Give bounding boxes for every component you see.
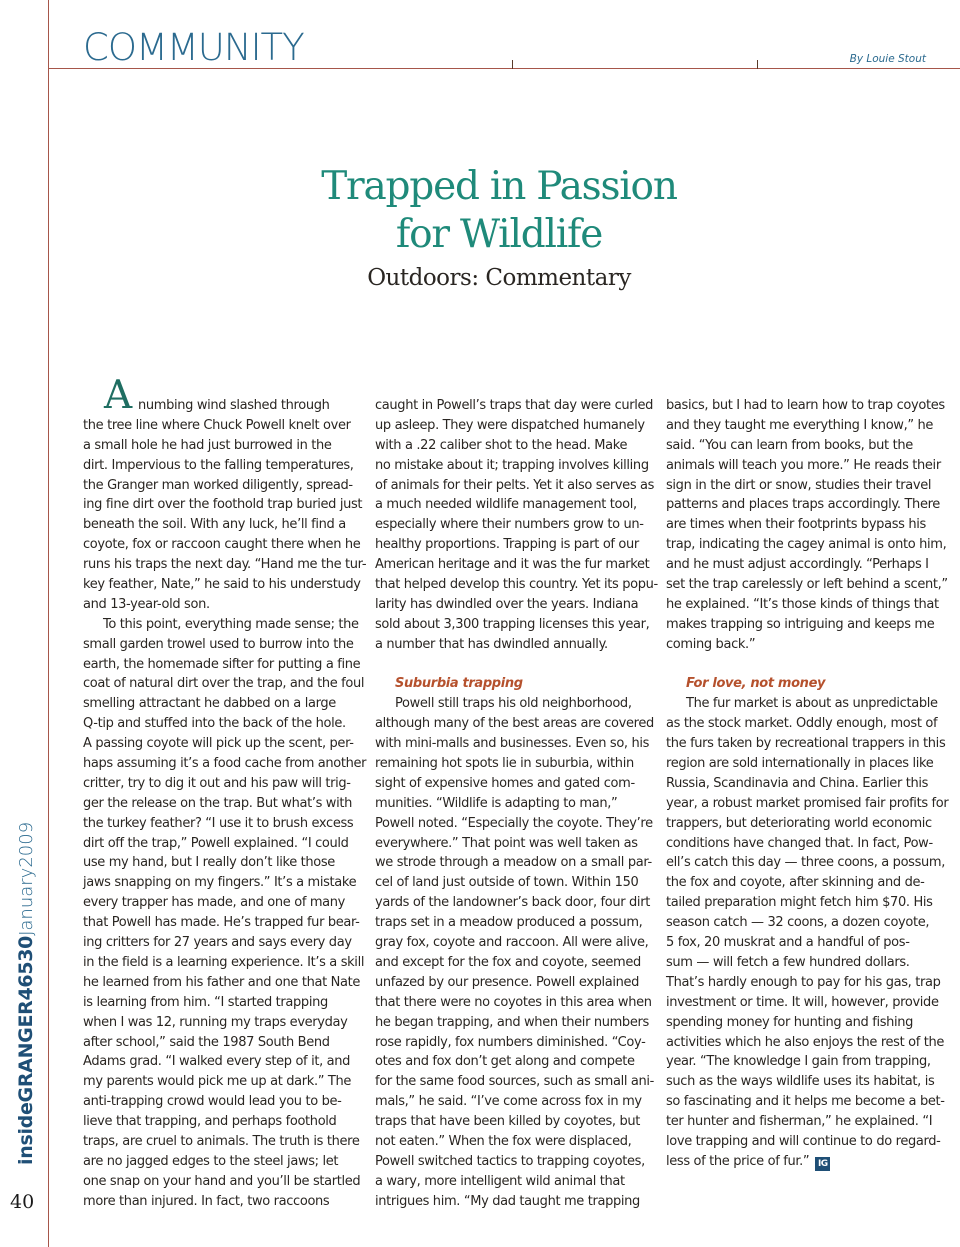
text-line: traps set in a meadow produced a possum, [375,915,643,931]
article-subtitle: Outdoors: Commentary [367,265,631,291]
end-mark-logo: IG [815,1157,830,1171]
text-line: we strode through a meadow on a small par- [375,855,652,871]
text-line: key feather, Nate,” he said to his understudy [83,577,361,593]
text-line: a wary, more intelligent wild animal that [375,1173,625,1189]
text-line: healthy proportions. Trapping is part of our [375,537,639,553]
text-line: that there were no coyotes in this area when [375,994,652,1010]
text-line: sum — will fetch a few hundred dollars. [666,954,910,970]
text-line: ell’s catch this day — three coons, a possum, [666,855,946,871]
text-line: with a .22 caliber shot to the head. Make [375,437,628,453]
text-line: traps that have been killed by coyotes, but [375,1114,640,1130]
text-line: Powell noted. “Especially the coyote. They’re [375,815,653,831]
text-line: my parents would pick me up at dark.” The [83,1074,352,1090]
text-line: cel of land just outside of town. Within 150 [375,875,639,891]
text-line: the Granger man worked diligently, spread- [83,477,353,493]
text-line: That’s hardly enough to pay for his gas, trap [666,974,941,990]
text-line: otes and fox don’t get along and compete [375,1054,635,1070]
text-line: ing critters for 27 years and says every day [83,935,352,951]
text-line: jaws snapping on my fingers.” It’s a mistake [83,875,357,891]
text-line: and 13-year-old son. [83,596,210,612]
text-line: Russia, Scandinavia and China. Earlier this [666,775,929,791]
text-line: Q-tip and stuffed into the back of the hole. [83,716,346,732]
text-line: trap, indicating the cagey animal is onto him, [666,537,947,553]
text-line: coyote, fox or raccoon caught there when he [83,537,361,553]
text-line: that Powell has made. He’s trapped fur bear- [83,915,360,931]
text-line: activities which he also enjoys the rest of the [666,1034,945,1050]
text-line: everywhere.” That point was well taken as [375,835,638,851]
text-line: the fox and coyote, after skinning and de- [666,875,925,891]
article-title-line: Trapped in Passion [321,164,677,209]
text-line: he began trapping, and when their numbers [375,1014,649,1030]
text-line: of animals for their pelts. Yet it also serves as [375,477,655,493]
page-number: 40 [10,1191,35,1213]
paragraph-gap [666,655,938,675]
section-title: COMMUNITY [83,26,304,69]
text-line: munities. “Wildlife is adapting to man,” [375,795,618,811]
text-line: trappers, but deteriorating world economic [666,815,932,831]
text-line: the furs taken by recreational trappers in this [666,736,946,752]
text-line: small garden trowel used to burrow into the [83,636,354,652]
magazine-name: insideGRANGER46530 [15,935,37,1165]
text-line: although many of the best areas are covered [375,716,654,732]
text-line: is learning from him. “I started trapping [83,994,328,1010]
text-line: and except for the fox and coyote, seemed [375,954,641,970]
text-line: not eaten.” When the fox were displaced, [375,1133,632,1149]
text-line: caught in Powell’s traps that day were curled [375,398,654,413]
text-line: 5 fox, 20 muskrat and a handful of pos- [666,935,910,951]
text-line: after school,” said the 1987 South Bend [83,1034,330,1050]
text-line: To this point, everything made sense; the [103,616,359,632]
text-line: he explained. “It’s those kinds of things that [666,596,939,612]
text-line: ing fine dirt over the foothold trap buried just [83,497,363,513]
text-line: intrigues him. “My dad taught me trapping [375,1193,640,1209]
text-line: one snap on your hand and you’ll be startled [83,1173,361,1189]
text-line: year, a robust market promised fair profits for [666,795,949,811]
text-line: season catch — 32 coons, a dozen coyote, [666,915,930,931]
text-line: year. “The knowledge I gain from trapping, [666,1054,931,1070]
text-line: mals,” he said. “I’ve come across fox in my [375,1094,642,1110]
text-line: American heritage and it was the fur market [375,557,650,573]
text-line: A passing coyote will pick up the scent, per- [83,736,354,752]
text-line: remaining hot spots lie in suburbia, within [375,756,634,772]
article-title [300,163,698,259]
text-line: numbing wind slashed through [138,398,330,413]
text-line: unfazed by our presence. Powell explained [375,974,640,990]
text-column-3 [666,396,949,1172]
text-line: in the field is a learning experience. It’s a skill [83,954,365,970]
text-line: a small hole he had just burrowed in the [83,437,332,453]
text-line: up asleep. They were dispatched humanely [375,417,645,433]
text-line: conditions have changed that. In fact, Pow- [666,835,933,851]
text-line: patterns and places traps accordingly. There [666,497,940,513]
text-line: investment or time. It will, however, provide [666,994,939,1010]
text-line: less of the price of fur.” IG [666,1152,938,1172]
text-line: region are sold internationally in places like [666,756,934,772]
section-subheading: Suburbia trapping [395,676,523,692]
text-line: smelling attractant he dabbed on a large [83,696,336,712]
text-line: love trapping and will continue to do regard- [666,1133,941,1149]
text-line: earth, the homemade sifter for putting a fine [83,656,361,672]
text-line: more than injured. In fact, two raccoons [83,1193,330,1209]
text-column-1 [83,396,367,1212]
text-line: ter hunter and fisherman,” he explained. “I [666,1114,933,1130]
text-line: use my hand, but I really don’t like those [83,855,335,871]
text-line: when I was 12, running my traps everyday [83,1014,348,1030]
text-line: a number that has dwindled annually. [375,636,608,652]
magazine-spine-label [12,821,40,1165]
text-line: he learned from his father and one that Nate [83,974,361,990]
article-title-line: for Wildlife [395,212,603,257]
text-column-2 [375,396,658,1212]
text-line: with mini-malls and businesses. Even so, his [375,736,650,752]
text-line: dirt. Impervious to the falling temperatures, [83,457,354,473]
text-line: critter, try to dig it out and his paw will trig- [83,775,351,791]
text-line: Powell switched tactics to trapping coyotes, [375,1153,645,1169]
text-line: animals will teach you more.” He reads their [666,457,941,473]
text-line: coat of natural dirt over the trap, and the foul [83,676,365,692]
text-line: haps assuming it’s a food cache from another [83,756,367,772]
text-line: for the same food sources, such as small ani- [375,1074,655,1090]
text-line: sight of expensive homes and gated com- [375,775,635,791]
text-line: the tree line where Chuck Powell knelt over [83,417,351,433]
text-line: ger the release on the trap. But what’s with [83,795,352,811]
text-line: a much needed wildlife management tool, [375,497,637,513]
text-line: sign in the dirt or snow, studies their travel [666,477,932,493]
text-line: sold about 3,300 trapping licenses this year, [375,616,650,632]
text-line: rose rapidly, fox numbers diminished. “Coy- [375,1034,646,1050]
text-line: are times when their footprints bypass his [666,517,926,533]
issue-date: January2009 [16,821,37,936]
drop-cap: A [104,373,133,418]
text-line: and they taught me everything I know,” he [666,417,934,433]
text-line: such as the ways wildlife uses its habitat, is [666,1074,935,1090]
text-line: said. “You can learn from books, but the [666,437,913,453]
paragraph-gap [375,655,643,675]
text-line: yards of the landowner’s back door, four dirt [375,895,650,911]
header-tick-mark [512,60,513,69]
text-line: and he must adjust accordingly. “Perhaps I [666,557,929,573]
text-line: Powell still traps his old neighborhood, [395,696,632,712]
text-line: dirt off the trap,” Powell explained. “I could [83,835,349,851]
text-line: lieve that trapping, and perhaps foothold [83,1114,337,1130]
text-line: especially where their numbers grow to un- [375,517,644,533]
text-line: Adams grad. “I walked every step of it, and [83,1054,351,1070]
text-line: basics, but I had to learn how to trap coyotes [666,398,945,413]
left-margin-rule [48,0,49,1247]
text-line: beneath the soil. With any luck, he’ll find a [83,517,346,533]
text-line: larity has dwindled over the years. Indiana [375,596,639,612]
text-line: spending money for hunting and fishing [666,1014,914,1030]
text-line: coming back.” [666,636,756,652]
text-line: set the trap carelessly or left behind a scent,” [666,577,948,593]
text-line: every trapper has made, and one of many [83,895,345,911]
text-line: makes trapping so intriguing and keeps me [666,616,935,632]
section-subheading: For love, not money [686,676,826,692]
text-line: traps, are cruel to animals. The truth is there [83,1133,360,1149]
author-byline: By Louie Stout [849,53,926,65]
text-line: anti-trapping crowd would lead you to be- [83,1094,342,1110]
text-line: are no jagged edges to the steel jaws; let [83,1153,339,1169]
text-line: no mistake about it; trapping involves killing [375,457,649,473]
text-line: tailed preparation might fetch him $70. His [666,895,933,911]
text-line: the turkey feather? “I use it to brush excess [83,815,354,831]
text-line: The fur market is about as unpredictable [686,696,938,712]
text-line: that helped develop this country. Yet its popu- [375,577,658,593]
text-line: runs his traps the next day. “Hand me the tur- [83,557,367,573]
header-tick-mark [757,60,758,69]
text-line: gray fox, coyote and raccoon. All were alive, [375,935,649,951]
text-line: as the stock market. Oddly enough, most of [666,716,938,732]
text-line: so fascinating and it helps me become a bet- [666,1094,945,1110]
